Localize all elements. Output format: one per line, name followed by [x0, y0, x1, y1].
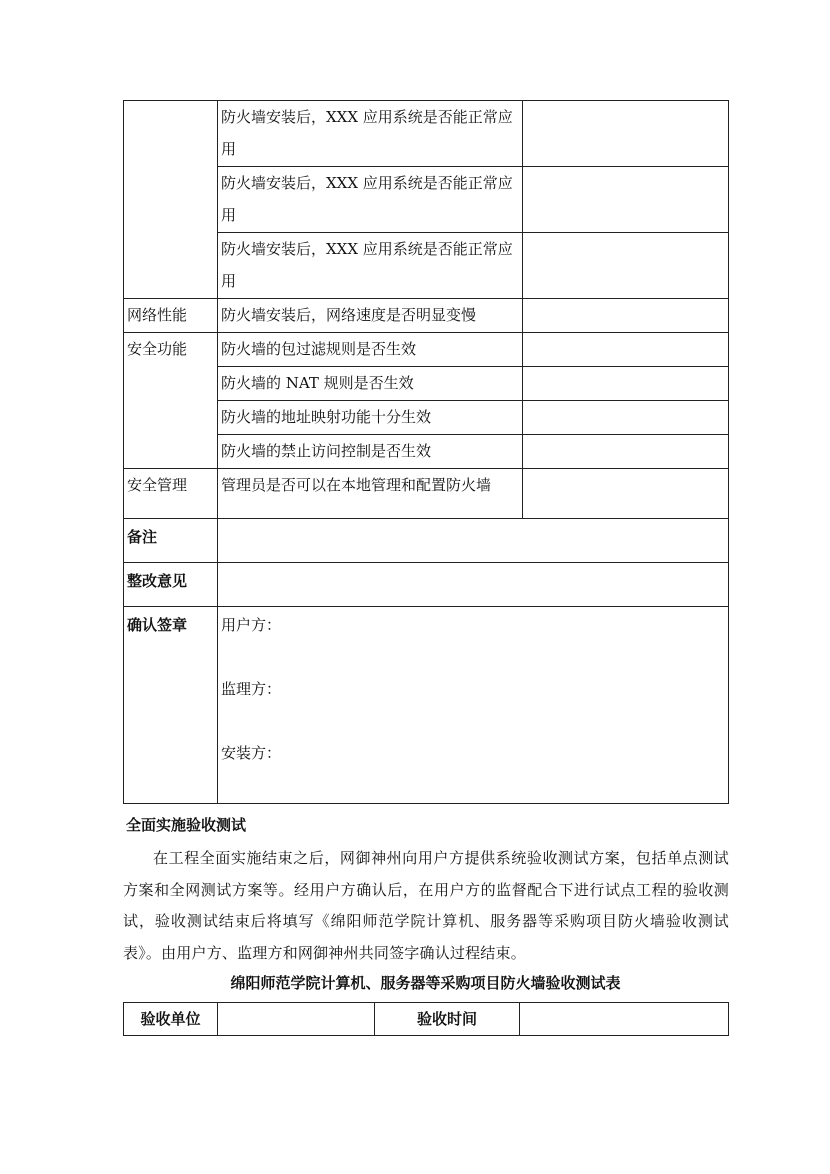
section-paragraph: 在工程全面实施结束之后，网御神州向用户方提供系统验收测试方案，包括单点测试方案和全网测试方案等。经用户方确认后，在用户方的监督配合下进行试点工程的验收测试，验收测试结束后将填写《绵阳师范学院计算机、服务器等采购项目防火墙验收测试表》。由用户方、监理方和网御神州共同签字确认过程结束。: [123, 849, 729, 962]
notes-field[interactable]: [218, 519, 729, 563]
acceptance-checklist-table: [123, 100, 729, 804]
result-cell[interactable]: [523, 167, 729, 233]
confirmation-label: 确认签章: [124, 607, 218, 804]
table-row: [124, 299, 729, 333]
section-heading: 全面实施验收测试: [126, 816, 247, 834]
notes-label: 备注: [124, 519, 218, 563]
installer-signature[interactable]: 安装方：: [221, 744, 282, 762]
result-cell[interactable]: [523, 401, 729, 435]
result-cell[interactable]: [523, 435, 729, 469]
check-item: 防火墙的地址映射功能十分生效: [218, 401, 523, 435]
signature-block: [218, 607, 729, 804]
check-item: 防火墙的 NAT 规则是否生效: [218, 367, 523, 401]
acceptance-form-table: [123, 1002, 729, 1036]
acceptance-unit-label: 验收单位: [124, 1003, 218, 1036]
category-cell: 网络性能: [124, 299, 218, 333]
check-item: 管理员是否可以在本地管理和配置防火墙: [218, 469, 523, 519]
check-item: 防火墙的禁止访问控制是否生效: [218, 435, 523, 469]
form-title: 绵阳师范学院计算机、服务器等采购项目防火墙验收测试表: [230, 974, 621, 992]
category-cell: 安全管理: [124, 469, 218, 519]
result-cell[interactable]: [523, 233, 729, 299]
result-cell[interactable]: [523, 367, 729, 401]
rectification-field[interactable]: [218, 563, 729, 607]
table-row: [124, 1003, 729, 1036]
table-row: [124, 333, 729, 367]
acceptance-time-field[interactable]: [520, 1003, 729, 1036]
check-item: 防火墙安装后，XXX 应用系统是否能正常应用: [218, 233, 523, 299]
table-row: [124, 469, 729, 519]
acceptance-time-label: 验收时间: [375, 1003, 520, 1036]
user-signature[interactable]: 用户方：: [221, 616, 282, 634]
notes-row: [124, 519, 729, 563]
category-cell: [124, 101, 218, 299]
category-cell: 安全功能: [124, 333, 218, 469]
confirmation-row: [124, 607, 729, 804]
acceptance-unit-field[interactable]: [218, 1003, 375, 1036]
check-item: 防火墙安装后，XXX 应用系统是否能正常应用: [218, 167, 523, 233]
result-cell[interactable]: [523, 469, 729, 519]
supervisor-signature[interactable]: 监理方：: [221, 680, 282, 698]
check-item: 防火墙安装后，网络速度是否明显变慢: [218, 299, 523, 333]
result-cell[interactable]: [523, 101, 729, 167]
check-item: 防火墙安装后，XXX 应用系统是否能正常应用: [218, 101, 523, 167]
result-cell[interactable]: [523, 333, 729, 367]
rectification-row: [124, 563, 729, 607]
check-item: 防火墙的包过滤规则是否生效: [218, 333, 523, 367]
result-cell[interactable]: [523, 299, 729, 333]
rectification-label: 整改意见: [124, 563, 218, 607]
table-row: [124, 101, 729, 167]
